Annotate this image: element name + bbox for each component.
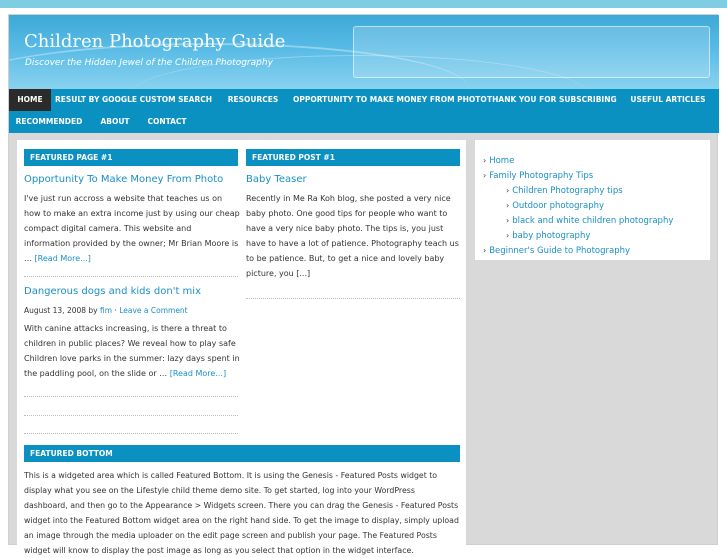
nav-item-contact[interactable]: CONTACT bbox=[147, 117, 187, 126]
main-navigation bbox=[9, 89, 719, 133]
post-divider bbox=[24, 433, 238, 434]
nav-item-resources[interactable]: RESOURCES bbox=[227, 95, 279, 104]
post-excerpt-text: With canine attacks increasing, is there a threat to children in public places? We reveal how to play safe Children love parks in the summer: lazy days spent in the paddling pool, on the slide or … bbox=[24, 324, 240, 378]
sidebar-item-beginners-guide[interactable] bbox=[483, 246, 630, 256]
post-excerpt-baby-teaser: Recently in Me Ra Koh blog, she posted a very nice baby photo. One good tips for people who want to have a very nice baby photo. The tips is, you just have to have a lot of patience. Photography teach us to be patience. But, to get a nice and lovely baby picture, you [...] bbox=[246, 194, 459, 278]
featured-post-heading: FEATURED POST #1 bbox=[246, 149, 460, 166]
post-excerpt-dangerous-dogs bbox=[24, 321, 240, 381]
site-title[interactable]: Children Photography Guide bbox=[24, 31, 286, 52]
sidebar-item-label: Outdoor photography bbox=[512, 201, 605, 211]
post-divider bbox=[246, 298, 460, 299]
read-more-link[interactable]: [Read More...] bbox=[169, 369, 227, 378]
sidebar-item-black-white[interactable] bbox=[506, 216, 673, 226]
sidebar-item-label: Family Photography Tips bbox=[489, 171, 594, 181]
nav-item-opportunity[interactable]: OPPORTUNITY TO MAKE MONEY FROM PHOTO bbox=[293, 95, 487, 104]
nav-item-useful-articles[interactable]: USEFUL ARTICLES bbox=[630, 95, 706, 104]
sidebar-item-label: Home bbox=[489, 156, 515, 166]
featured-bottom-heading: FEATURED BOTTOM bbox=[24, 445, 460, 462]
chevron-right-icon: › bbox=[506, 186, 510, 195]
sidebar-item-label: Children Photography tips bbox=[512, 186, 623, 196]
post-date: August 13, 2008 by bbox=[24, 306, 98, 315]
site-header bbox=[9, 15, 719, 89]
featured-bottom-text: This is a widgeted area which is called Featured Bottom. It is using the Genesis - Featured Posts widget to display what you see on the Lifestyle child theme demo site. To get started, log into your WordPress dashboard, and then go to the Appearance > Widgets screen. There you can drag the Genesis - Featured Posts widget into the Featured Bottom widget area on the right hand side. To get the image to display, simply upload an image through the media uploader on the edit page screen and publish your page. The Featured Posts widget will know to display the post image as long as you select that option in the widget interface. bbox=[24, 471, 459, 555]
read-more-link[interactable]: [Read More...] bbox=[34, 254, 91, 263]
page-wrapper bbox=[8, 14, 718, 555]
leave-comment-link[interactable]: Leave a Comment bbox=[119, 306, 188, 315]
chevron-right-icon: › bbox=[483, 156, 487, 165]
meta-separator: · bbox=[112, 306, 120, 315]
sidebar-item-label: Beginner's Guide to Photography bbox=[489, 246, 631, 256]
chevron-right-icon: › bbox=[506, 231, 510, 240]
sidebar-item-label: baby photography bbox=[512, 231, 591, 241]
post-meta bbox=[24, 306, 188, 315]
nav-item-home[interactable]: HOME bbox=[9, 89, 51, 111]
post-excerpt-opportunity bbox=[24, 191, 240, 266]
nav-item-google-search[interactable]: RESULT BY GOOGLE CUSTOM SEARCH bbox=[55, 95, 213, 104]
post-title-baby-teaser[interactable]: Baby Teaser bbox=[246, 174, 307, 185]
post-divider bbox=[24, 276, 238, 277]
sidebar-item-outdoor[interactable] bbox=[506, 201, 604, 211]
post-author-link[interactable]: fim bbox=[100, 306, 113, 315]
featured-page-heading: FEATURED PAGE #1 bbox=[24, 149, 238, 166]
nav-item-recommended[interactable]: RECOMMENDED bbox=[15, 117, 83, 126]
sidebar bbox=[475, 140, 710, 260]
sidebar-item-family-tips[interactable] bbox=[483, 171, 593, 181]
post-title-opportunity[interactable]: Opportunity To Make Money From Photo bbox=[24, 174, 224, 185]
chevron-right-icon: › bbox=[506, 201, 510, 210]
sidebar-item-label: black and white children photography bbox=[512, 216, 674, 226]
sidebar-item-children-tips[interactable] bbox=[506, 186, 623, 196]
sidebar-item-home[interactable] bbox=[483, 156, 514, 166]
nav-item-thank-you[interactable]: THANK YOU FOR SUBSCRIBING bbox=[487, 95, 617, 104]
site-description: Discover the Hidden Jewel of the Children Photography bbox=[25, 58, 273, 68]
post-divider bbox=[24, 415, 238, 416]
post-excerpt-text: I've just run accross a website that teaches us on how to make an extra income just by using our cheap compact digital camera. This website and information provided by the owner; Mr Brian Moore is … bbox=[24, 194, 240, 263]
nav-item-about[interactable]: ABOUT bbox=[100, 117, 130, 126]
sidebar-item-baby[interactable] bbox=[506, 231, 590, 241]
post-title-dangerous-dogs[interactable]: Dangerous dogs and kids don't mix bbox=[24, 286, 201, 297]
post-divider bbox=[24, 396, 238, 397]
top-accent-bar bbox=[0, 0, 727, 8]
chevron-right-icon: › bbox=[483, 171, 487, 180]
main-content bbox=[17, 140, 466, 555]
chevron-right-icon: › bbox=[506, 216, 510, 225]
chevron-right-icon: › bbox=[483, 246, 487, 255]
header-widget-area bbox=[353, 26, 710, 78]
